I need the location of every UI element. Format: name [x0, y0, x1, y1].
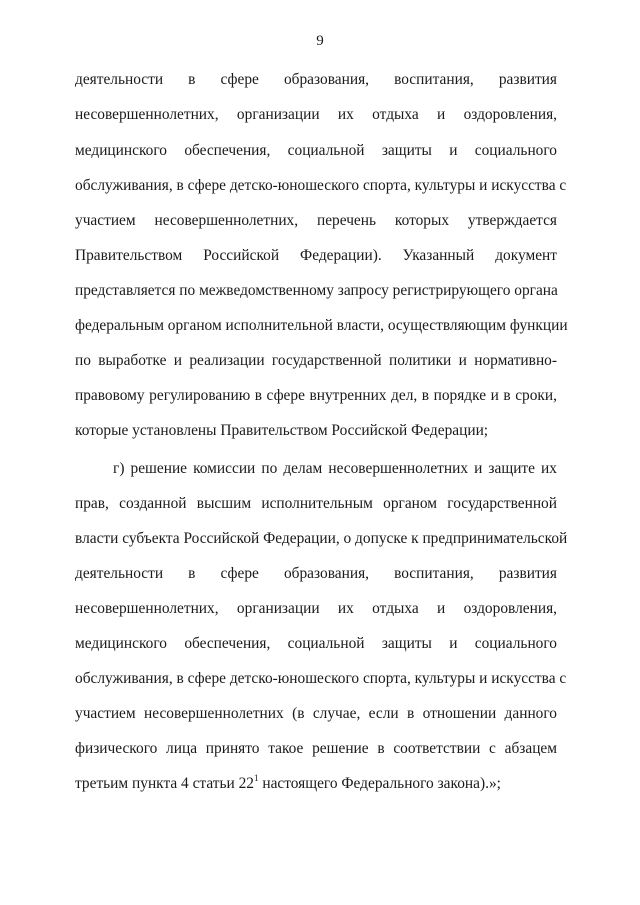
text-fragment: третьим пункта 4 статьи 22 [75, 775, 254, 792]
text-line: участием несовершеннолетних (в случае, если в отношении данного [75, 705, 557, 722]
text-line: представляется по межведомственному запросу регистрирующего органа [75, 282, 558, 299]
text-line: медицинского обеспечения, социальной защиты и социального [75, 635, 557, 652]
text-line: прав, созданной высшим исполнительным органом государственной [75, 495, 557, 512]
text-line: несовершеннолетних, организации их отдыха и оздоровления, [75, 106, 557, 123]
text-line: физического лица принято такое решение в соответствии с абзацем [75, 740, 557, 757]
text-line: по выработке и реализации государственной политики и нормативно- [75, 352, 557, 369]
text-line: которые установлены Правительством Российской Федерации; [75, 422, 489, 439]
text-fragment: настоящего Федерального закона).»; [258, 775, 501, 792]
superscript-index: 1 [253, 773, 259, 783]
text-line: медицинского обеспечения, социальной защиты и социального [75, 142, 557, 159]
text-line: участием несовершеннолетних, перечень которых утверждается [75, 212, 557, 229]
text-line: деятельности в сфере образования, воспитания, развития [75, 565, 557, 582]
page-number: 9 [316, 33, 324, 49]
text-line: несовершеннолетних, организации их отдыха и оздоровления, [75, 600, 557, 617]
text-line: Правительством Российской Федерации). Указанный документ [75, 247, 557, 264]
text-line: обслуживания, в сфере детско-юношеского спорта, культуры и искусства с [75, 177, 567, 194]
text-line: власти субъекта Российской Федерации, о допуске к предпринимательской [75, 530, 568, 547]
text-line: правовому регулированию в сфере внутренних дел, в порядке и в сроки, [75, 387, 557, 404]
text-line-last [75, 774, 557, 794]
text-line: федеральным органом исполнительной власти, осуществляющим функции [75, 317, 568, 334]
text-line: деятельности в сфере образования, воспитания, развития [75, 71, 557, 88]
text-line: обслуживания, в сфере детско-юношеского спорта, культуры и искусства с [75, 670, 567, 687]
text-line: г) решение комиссии по делам несовершеннолетних и защите их [113, 460, 557, 477]
